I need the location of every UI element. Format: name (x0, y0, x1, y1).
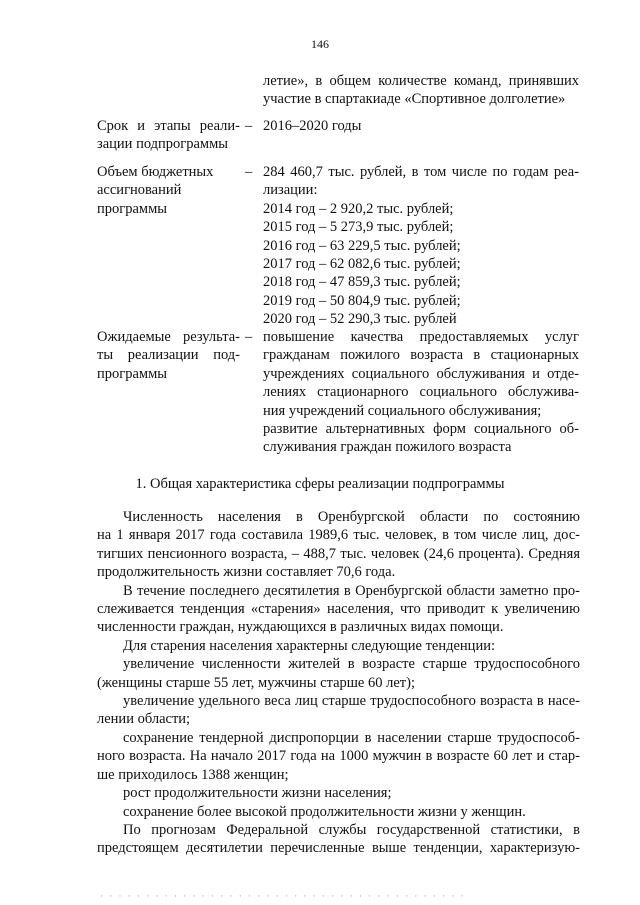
footer-artifact: · · · · · · · · · · · · · · · · · · · · · · · · · · · · · · · · · · · · · · · · (100, 891, 466, 901)
body-line: сохранение более высокой продолжительности жизни у женщин. (123, 803, 526, 820)
body-line: ше приходилось 1388 женщин; (97, 766, 289, 783)
body-line: рост продолжительности жизни населения; (123, 785, 392, 802)
budget-label-line: ассигнований (97, 182, 182, 199)
budget-label-line: программы (97, 200, 167, 217)
term-dash: – (245, 118, 253, 134)
body-line: увеличение удельного веса лиц старше трудоспособного возраста в насе- (123, 693, 580, 710)
results-dash: – (245, 329, 253, 345)
results-value-line: ния учреждений социального обслуживания; (263, 402, 542, 419)
body-line: численности граждан, нуждающихся в различных видах помощи. (97, 619, 504, 636)
budget-value-line: 2016 год – 63 229,5 тыс. рублей; (263, 237, 461, 254)
budget-label (97, 163, 240, 218)
body-line: Численность населения в Оренбургской области по состоянию (123, 509, 580, 525)
results-value-line: служивания граждан пожилого возраста (263, 439, 512, 456)
term-label (97, 117, 240, 154)
results-label (97, 328, 240, 383)
results-label-line: ты реализации под- (97, 347, 240, 364)
body-line: ного возраста. На начало 2017 года на 1000 мужчин в возрасте 60 лет и стар- (97, 748, 580, 765)
budget-value-line: лизации: (263, 182, 318, 199)
budget-dash: – (245, 164, 253, 180)
budget-value-line: 2017 год – 62 082,6 тыс. рублей; (263, 256, 461, 273)
results-label-line: Ожидаемые результа- (97, 329, 240, 345)
results-value-line: лениях стационарного социального обслужива- (263, 384, 579, 401)
budget-value-line: 2014 год – 2 920,2 тыс. рублей; (263, 200, 454, 217)
results-value-line: развитие альтернативных форм социального об- (263, 421, 579, 438)
results-value-line: учреждениях социального обслуживания и отде- (263, 365, 579, 382)
budget-value-line: 2020 год – 52 290,3 тыс. рублей (263, 311, 457, 328)
results-value-line: гражданам пожилого возраста в стационарных (263, 347, 579, 364)
term-value (263, 117, 579, 135)
participants-value-line: летие», в общем количестве команд, принявших (263, 73, 579, 89)
term-value-line: 2016–2020 годы (263, 118, 362, 134)
term-label-line: Срок и этапы реали- (97, 118, 240, 134)
body-line: предстоящем десятилетии перечисленные выше тенденции, характеризую- (97, 840, 580, 857)
section-heading: 1. Общая характеристика сферы реализации подпрограммы (135, 476, 505, 492)
body-line: В течение последнего десятилетия в Оренбургской области заметно про- (123, 582, 580, 599)
body-line: Для старения населения характерны следующие тенденции: (123, 637, 495, 654)
participants-value-line: участие в спартакиаде «Спортивное долголетие» (263, 91, 566, 108)
page-number: 146 (311, 37, 329, 51)
budget-value-line: 2019 год – 50 804,9 тыс. рублей; (263, 292, 461, 309)
budget-value (263, 163, 579, 329)
body-line: сохранение тендерной диспропорции в населении старше трудоспособ- (123, 729, 580, 746)
body-line: слеживается тенденция «старения» населения, что приводит к увеличению (97, 601, 580, 618)
body-line: продолжительность жизни составляет 70,6 года. (97, 564, 396, 581)
results-label-line: программы (97, 365, 167, 382)
body-line: По прогнозам Федеральной службы государственной статистики, в (123, 821, 580, 838)
results-value (263, 328, 579, 457)
term-label-line: зации подпрограммы (97, 136, 229, 153)
budget-label-line: Объем бюджетных (97, 164, 214, 180)
participants-value (263, 72, 579, 109)
body-line: увеличение численности жителей в возрасте старше трудоспособного (123, 656, 580, 673)
body-line: (женщины старше 55 лет, мужчины старше 60 лет); (97, 674, 415, 691)
budget-value-line: 2018 год – 47 859,3 тыс. рублей; (263, 274, 461, 291)
results-value-line: повышение качества предоставляемых услуг (263, 329, 579, 345)
budget-value-line: 284 460,7 тыс. рублей, в том числе по годам реа- (263, 164, 579, 180)
budget-value-line: 2015 год – 5 273,9 тыс. рублей; (263, 219, 454, 236)
body-line: лении области; (97, 711, 191, 728)
body-text (97, 508, 580, 858)
body-line: на 1 января 2017 года составила 1989,6 тыс. человек, в том числе лиц, дос- (97, 527, 580, 544)
body-line: тигших пенсионного возраста, – 488,7 тыс. человек (24,6 процента). Средняя (97, 545, 580, 562)
